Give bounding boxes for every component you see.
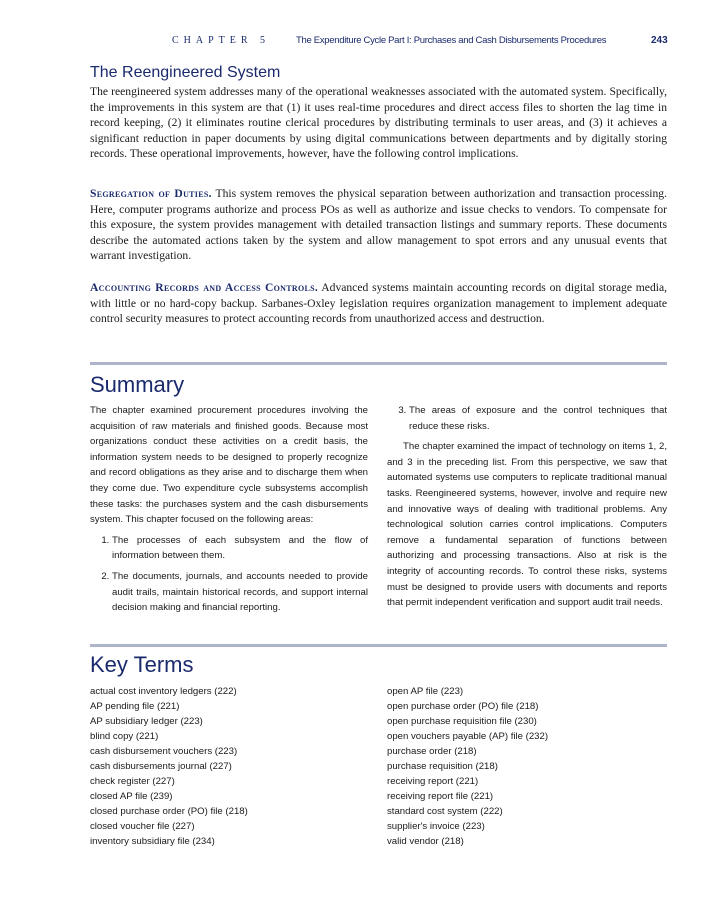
summary-paragraph: The chapter examined procurement procedures involving the acquisition of raw materials and finished goods. Because most organizations conduct these activities on a credit basis, the information system needs to be designed to properly recognize and record obligations as they arise and to discharge them when they come due. Two expenditure cycle subsystems accomplish these tasks: the purchases system and the cash disbursements system. This chapter focused on the following areas: — [90, 405, 368, 526]
section-divider — [90, 644, 667, 647]
key-term: AP subsidiary ledger (223) — [90, 716, 203, 727]
key-term: purchase order (218) — [387, 746, 477, 757]
summary-list-item: 3. The areas of exposure and the control techniques that reduce these risks. — [409, 403, 667, 434]
section-heading-reengineered: The Reengineered System — [90, 64, 281, 81]
key-term: open purchase requisition file (230) — [387, 716, 537, 727]
key-term: open AP file (223) — [387, 686, 464, 697]
key-term: receiving report file (221) — [387, 791, 494, 802]
key-terms-right — [387, 684, 548, 849]
key-term: closed voucher file (227) — [90, 821, 195, 832]
running-title: The Expenditure Cycle Part I: Purchases and Cash Disbursements Procedures — [296, 35, 607, 46]
key-term: supplier's invoice (223) — [387, 821, 485, 832]
key-term: open purchase order (PO) file (218) — [387, 701, 539, 712]
key-term: cash disbursements journal (227) — [90, 761, 232, 772]
summary-list-item: 2. The documents, journals, and accounts needed to provide audit trails, maintain historical records, and support internal decision making and financial reporting. — [112, 569, 368, 616]
page-number: 243 — [651, 35, 668, 46]
key-term: valid vendor (218) — [387, 836, 464, 847]
key-term: AP pending file (221) — [90, 701, 180, 712]
key-term: check register (227) — [90, 776, 175, 787]
segregation-paragraph: Segregation of Duties. This system removes the physical separation between authorization and transaction processing. Here, computer programs authorize and process POs as well as authorize and issue checks to vendors. To compensate for this exposure, the system provides management with detailed transaction listings and summary reports. These documents describe the automated actions taken by the system and allow management to spot errors and any unusual events that warrant investigation. — [90, 187, 668, 263]
key-term: purchase requisition (218) — [387, 761, 498, 772]
key-term: open vouchers payable (AP) file (232) — [387, 731, 549, 742]
section-heading-key-terms: Key Terms — [90, 652, 194, 677]
key-term: blind copy (221) — [90, 731, 159, 742]
accounting-heading: Accounting Records and Access Controls. — [90, 281, 319, 294]
accounting-paragraph: Accounting Records and Access Controls. Advanced systems maintain accounting records on digital storage media, with little or no hard-copy backup. Sarbanes-Oxley legislation requires organization management to implement adequate control security measures to protect accounting records from unauthorized access and destruction. — [90, 281, 668, 326]
key-term: receiving report (221) — [387, 776, 479, 787]
key-term: closed purchase order (PO) file (218) — [90, 806, 248, 817]
summary-paragraph: The chapter examined the impact of technology on items 1, 2, and 3 in the preceding list. From this perspective, we saw that automated systems use computers to replicate traditional manual tasks. Reengineered systems, however, involve and require new and innovative ways of dealing with traditional problems. Any technological solution carries control implications. Computers remove a fundamental separation of functions between authorizing and processing transactions. Also at risk is the integrity of accounting records. To control these risks, systems must be designed to provide users with documents and reports that permit independent verification and support audit trail needs. — [387, 441, 667, 609]
key-term: closed AP file (239) — [90, 791, 173, 802]
chapter-label: CHAPTER 5 — [172, 35, 271, 46]
summary-list-item: 1. The processes of each subsystem and the flow of information between them. — [112, 533, 368, 564]
section-heading-summary: Summary — [90, 372, 185, 397]
summary-right-column — [387, 403, 667, 611]
reengineered-intro: The reengineered system addresses many of the operational weaknesses associated with the automated system. Specifically, the improvements in this system are that (1) it uses real-time procedures and direct access files to shorten the lag time in record keeping, (2) it eliminates routine clerical procedures by distributing terminals to user areas, and (3) it achieves a significant reduction in paper documents by using digital communications between departments and by digitally storing records. These operational improvements, however, have the following control implications. — [90, 85, 667, 161]
key-term: standard cost system (222) — [387, 806, 503, 817]
summary-left-column — [90, 403, 368, 621]
key-term: cash disbursement vouchers (223) — [90, 746, 238, 757]
key-terms-left — [90, 684, 248, 849]
section-divider — [90, 362, 667, 365]
segregation-heading: Segregation of Duties. — [90, 187, 212, 200]
key-term: actual cost inventory ledgers (222) — [90, 686, 237, 697]
key-term: inventory subsidiary file (234) — [90, 836, 215, 847]
